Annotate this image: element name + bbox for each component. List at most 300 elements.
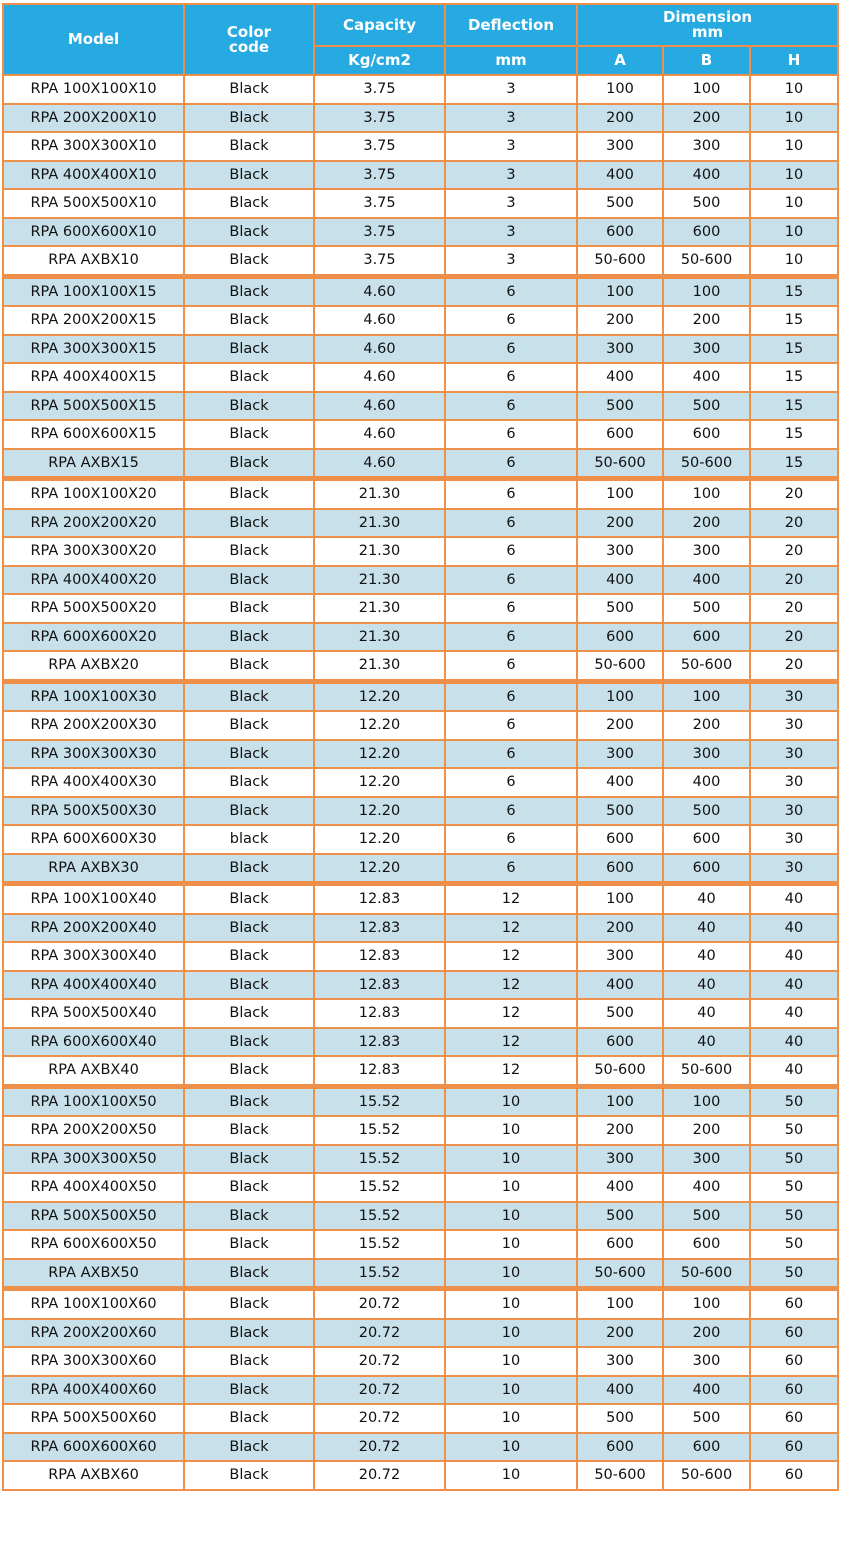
deflection-cell: 10 (445, 1433, 577, 1462)
dim-b-cell: 300 (663, 1347, 750, 1376)
dim-h-cell: 10 (750, 75, 838, 104)
table-row (3, 218, 838, 247)
dim-h-cell: 20 (750, 566, 838, 595)
color-cell: Black (184, 449, 314, 479)
dim-h-cell: 30 (750, 740, 838, 769)
color-cell: Black (184, 246, 314, 276)
color-cell: Black (184, 681, 314, 711)
dim-b-cell: 200 (663, 711, 750, 740)
model-cell: RPA 400X400X10 (3, 161, 184, 190)
deflection-cell: 3 (445, 246, 577, 276)
dim-a-cell: 400 (577, 768, 663, 797)
deflection-cell: 6 (445, 363, 577, 392)
capacity-cell: 21.30 (314, 537, 445, 566)
deflection-cell: 6 (445, 651, 577, 681)
capacity-cell: 20.72 (314, 1433, 445, 1462)
deflection-cell: 10 (445, 1376, 577, 1405)
dim-a-cell: 500 (577, 797, 663, 826)
dim-h-cell: 20 (750, 623, 838, 652)
model-cell: RPA 200X200X10 (3, 104, 184, 133)
capacity-cell: 3.75 (314, 75, 445, 104)
dim-b-cell: 40 (663, 971, 750, 1000)
dim-b-cell: 50-600 (663, 246, 750, 276)
dim-a-cell: 400 (577, 566, 663, 595)
dim-a-cell: 500 (577, 999, 663, 1028)
capacity-cell: 12.83 (314, 999, 445, 1028)
model-cell: RPA 600X600X15 (3, 420, 184, 449)
table-row (3, 594, 838, 623)
color-cell: Black (184, 971, 314, 1000)
row-group (3, 884, 838, 1087)
spec-table (2, 3, 839, 1491)
capacity-cell: 3.75 (314, 104, 445, 133)
color-cell: Black (184, 306, 314, 335)
model-cell: RPA 200X200X15 (3, 306, 184, 335)
model-cell: RPA 600X600X20 (3, 623, 184, 652)
deflection-cell: 12 (445, 1028, 577, 1057)
dim-b-cell: 100 (663, 479, 750, 509)
dim-h-cell: 50 (750, 1259, 838, 1289)
color-cell: Black (184, 1347, 314, 1376)
dim-a-cell: 600 (577, 854, 663, 884)
dim-a-cell: 600 (577, 420, 663, 449)
header-dim-b: B (663, 46, 750, 75)
dim-a-cell: 50-600 (577, 1461, 663, 1490)
header-deflection-unit: mm (445, 46, 577, 75)
capacity-cell: 21.30 (314, 623, 445, 652)
capacity-cell: 20.72 (314, 1376, 445, 1405)
table-row (3, 420, 838, 449)
dim-b-cell: 40 (663, 999, 750, 1028)
dim-a-cell: 50-600 (577, 1259, 663, 1289)
table-row (3, 363, 838, 392)
dim-h-cell: 60 (750, 1404, 838, 1433)
header-dim-a: A (577, 46, 663, 75)
dim-a-cell: 500 (577, 594, 663, 623)
color-cell: Black (184, 942, 314, 971)
dim-h-cell: 50 (750, 1202, 838, 1231)
header-capacity: Capacity (314, 4, 445, 46)
table-row (3, 1461, 838, 1490)
model-cell: RPA 200X200X50 (3, 1116, 184, 1145)
deflection-cell: 6 (445, 537, 577, 566)
dim-h-cell: 50 (750, 1145, 838, 1174)
table-row (3, 132, 838, 161)
header-deflection: Deflection (445, 4, 577, 46)
color-cell: Black (184, 1259, 314, 1289)
dim-a-cell: 200 (577, 1116, 663, 1145)
dim-a-cell: 500 (577, 1202, 663, 1231)
dim-b-cell: 100 (663, 681, 750, 711)
dim-b-cell: 100 (663, 1289, 750, 1319)
dim-h-cell: 60 (750, 1376, 838, 1405)
dim-h-cell: 50 (750, 1230, 838, 1259)
color-cell: Black (184, 104, 314, 133)
deflection-cell: 6 (445, 479, 577, 509)
color-cell: Black (184, 884, 314, 914)
capacity-cell: 12.83 (314, 971, 445, 1000)
dim-b-cell: 100 (663, 1086, 750, 1116)
capacity-cell: 12.20 (314, 681, 445, 711)
color-cell: Black (184, 1202, 314, 1231)
capacity-cell: 3.75 (314, 189, 445, 218)
model-cell: RPA 600X600X10 (3, 218, 184, 247)
row-group (3, 681, 838, 884)
dim-h-cell: 60 (750, 1319, 838, 1348)
dim-b-cell: 100 (663, 276, 750, 306)
model-cell: RPA AXBX15 (3, 449, 184, 479)
capacity-cell: 12.83 (314, 1056, 445, 1086)
capacity-cell: 12.83 (314, 942, 445, 971)
dim-a-cell: 100 (577, 1289, 663, 1319)
dim-b-cell: 50-600 (663, 651, 750, 681)
deflection-cell: 12 (445, 884, 577, 914)
dim-h-cell: 40 (750, 999, 838, 1028)
deflection-cell: 3 (445, 132, 577, 161)
model-cell: RPA 300X300X60 (3, 1347, 184, 1376)
deflection-cell: 12 (445, 914, 577, 943)
deflection-cell: 10 (445, 1116, 577, 1145)
model-cell: RPA 500X500X50 (3, 1202, 184, 1231)
dim-b-cell: 100 (663, 75, 750, 104)
dim-a-cell: 500 (577, 392, 663, 421)
table-row (3, 1145, 838, 1174)
capacity-cell: 12.20 (314, 768, 445, 797)
row-group (3, 479, 838, 682)
color-cell: Black (184, 1319, 314, 1348)
model-cell: RPA 400X400X20 (3, 566, 184, 595)
model-cell: RPA 500X500X40 (3, 999, 184, 1028)
dim-a-cell: 600 (577, 1433, 663, 1462)
dim-b-cell: 300 (663, 1145, 750, 1174)
dim-h-cell: 10 (750, 161, 838, 190)
capacity-cell: 15.52 (314, 1202, 445, 1231)
model-cell: RPA 600X600X40 (3, 1028, 184, 1057)
capacity-cell: 15.52 (314, 1145, 445, 1174)
header-color-code (184, 4, 314, 75)
deflection-cell: 10 (445, 1086, 577, 1116)
table-row (3, 335, 838, 364)
dim-a-cell: 400 (577, 1173, 663, 1202)
table-row (3, 711, 838, 740)
model-cell: RPA AXBX20 (3, 651, 184, 681)
dim-b-cell: 200 (663, 1319, 750, 1348)
dim-h-cell: 40 (750, 914, 838, 943)
model-cell: RPA 200X200X60 (3, 1319, 184, 1348)
deflection-cell: 10 (445, 1173, 577, 1202)
table-row (3, 1116, 838, 1145)
capacity-cell: 4.60 (314, 420, 445, 449)
dim-a-cell: 300 (577, 942, 663, 971)
header-dimension-unit: mm (691, 23, 724, 41)
model-cell: RPA 600X600X30 (3, 825, 184, 854)
capacity-cell: 12.83 (314, 884, 445, 914)
capacity-cell: 20.72 (314, 1319, 445, 1348)
model-cell: RPA 300X300X15 (3, 335, 184, 364)
dim-h-cell: 15 (750, 276, 838, 306)
deflection-cell: 6 (445, 420, 577, 449)
table-row (3, 1404, 838, 1433)
dim-a-cell: 50-600 (577, 1056, 663, 1086)
color-cell: Black (184, 1376, 314, 1405)
dim-a-cell: 400 (577, 363, 663, 392)
color-cell: Black (184, 1056, 314, 1086)
dim-b-cell: 300 (663, 335, 750, 364)
color-cell: Black (184, 1086, 314, 1116)
dim-h-cell: 50 (750, 1173, 838, 1202)
dim-a-cell: 100 (577, 276, 663, 306)
deflection-cell: 10 (445, 1259, 577, 1289)
row-group (3, 276, 838, 479)
model-cell: RPA 300X300X10 (3, 132, 184, 161)
deflection-cell: 10 (445, 1404, 577, 1433)
capacity-cell: 4.60 (314, 335, 445, 364)
header-color-code-label: Color code (226, 22, 272, 56)
dim-b-cell: 300 (663, 740, 750, 769)
deflection-cell: 6 (445, 335, 577, 364)
model-cell: RPA 300X300X20 (3, 537, 184, 566)
deflection-cell: 10 (445, 1202, 577, 1231)
color-cell: Black (184, 594, 314, 623)
dim-b-cell: 400 (663, 566, 750, 595)
dim-b-cell: 50-600 (663, 1259, 750, 1289)
dim-a-cell: 50-600 (577, 651, 663, 681)
capacity-cell: 12.20 (314, 825, 445, 854)
dim-b-cell: 500 (663, 1202, 750, 1231)
dim-a-cell: 300 (577, 335, 663, 364)
table-row (3, 479, 838, 509)
capacity-cell: 12.83 (314, 1028, 445, 1057)
model-cell: RPA 100X100X20 (3, 479, 184, 509)
table-row (3, 189, 838, 218)
header-dimension (577, 4, 838, 46)
dim-b-cell: 300 (663, 537, 750, 566)
capacity-cell: 15.52 (314, 1259, 445, 1289)
dim-b-cell: 600 (663, 1433, 750, 1462)
dim-b-cell: 600 (663, 1230, 750, 1259)
table-row (3, 566, 838, 595)
deflection-cell: 6 (445, 449, 577, 479)
table-row (3, 914, 838, 943)
dim-a-cell: 200 (577, 509, 663, 538)
table-row (3, 1230, 838, 1259)
dim-h-cell: 10 (750, 104, 838, 133)
capacity-cell: 12.20 (314, 854, 445, 884)
dim-b-cell: 400 (663, 363, 750, 392)
color-cell: Black (184, 1433, 314, 1462)
model-cell: RPA 400X400X30 (3, 768, 184, 797)
dim-h-cell: 15 (750, 363, 838, 392)
dim-b-cell: 40 (663, 942, 750, 971)
dim-h-cell: 60 (750, 1289, 838, 1319)
capacity-cell: 15.52 (314, 1086, 445, 1116)
table-row (3, 854, 838, 884)
model-cell: RPA 500X500X10 (3, 189, 184, 218)
dim-b-cell: 40 (663, 1028, 750, 1057)
color-cell: Black (184, 335, 314, 364)
dim-h-cell: 30 (750, 768, 838, 797)
model-cell: RPA 100X100X10 (3, 75, 184, 104)
model-cell: RPA 400X400X50 (3, 1173, 184, 1202)
color-cell: Black (184, 161, 314, 190)
deflection-cell: 6 (445, 854, 577, 884)
dim-a-cell: 300 (577, 1145, 663, 1174)
dim-b-cell: 200 (663, 509, 750, 538)
deflection-cell: 6 (445, 509, 577, 538)
table-row (3, 1433, 838, 1462)
table-row (3, 104, 838, 133)
dim-h-cell: 30 (750, 825, 838, 854)
dim-b-cell: 400 (663, 161, 750, 190)
table-row (3, 999, 838, 1028)
model-cell: RPA AXBX30 (3, 854, 184, 884)
table-row (3, 971, 838, 1000)
dim-b-cell: 50-600 (663, 449, 750, 479)
deflection-cell: 6 (445, 306, 577, 335)
table-row (3, 1289, 838, 1319)
dim-h-cell: 20 (750, 479, 838, 509)
color-cell: black (184, 825, 314, 854)
dim-b-cell: 200 (663, 1116, 750, 1145)
model-cell: RPA 100X100X40 (3, 884, 184, 914)
deflection-cell: 10 (445, 1289, 577, 1319)
model-cell: RPA AXBX50 (3, 1259, 184, 1289)
table-row (3, 161, 838, 190)
table-row (3, 1056, 838, 1086)
dim-a-cell: 400 (577, 1376, 663, 1405)
dim-a-cell: 200 (577, 306, 663, 335)
table-row (3, 1028, 838, 1057)
capacity-cell: 3.75 (314, 161, 445, 190)
capacity-cell: 12.20 (314, 711, 445, 740)
capacity-cell: 4.60 (314, 363, 445, 392)
header-dimension-title: Dimension (662, 8, 753, 26)
capacity-cell: 3.75 (314, 132, 445, 161)
table-row (3, 306, 838, 335)
color-cell: Black (184, 1230, 314, 1259)
dim-b-cell: 600 (663, 854, 750, 884)
dim-h-cell: 50 (750, 1116, 838, 1145)
deflection-cell: 6 (445, 768, 577, 797)
deflection-cell: 10 (445, 1145, 577, 1174)
table-row (3, 1202, 838, 1231)
color-cell: Black (184, 509, 314, 538)
model-cell: RPA AXBX10 (3, 246, 184, 276)
dim-h-cell: 10 (750, 218, 838, 247)
model-cell: RPA AXBX40 (3, 1056, 184, 1086)
deflection-cell: 6 (445, 681, 577, 711)
dim-h-cell: 15 (750, 449, 838, 479)
table-row (3, 884, 838, 914)
capacity-cell: 20.72 (314, 1347, 445, 1376)
table-row (3, 942, 838, 971)
color-cell: Black (184, 218, 314, 247)
dim-h-cell: 20 (750, 509, 838, 538)
capacity-cell: 20.72 (314, 1404, 445, 1433)
deflection-cell: 10 (445, 1461, 577, 1490)
model-cell: RPA 400X400X15 (3, 363, 184, 392)
deflection-cell: 3 (445, 104, 577, 133)
dim-b-cell: 600 (663, 623, 750, 652)
dim-h-cell: 15 (750, 420, 838, 449)
capacity-cell: 3.75 (314, 218, 445, 247)
deflection-cell: 6 (445, 740, 577, 769)
dim-h-cell: 40 (750, 1056, 838, 1086)
table-row (3, 509, 838, 538)
deflection-cell: 10 (445, 1347, 577, 1376)
deflection-cell: 3 (445, 75, 577, 104)
capacity-cell: 21.30 (314, 479, 445, 509)
dim-h-cell: 10 (750, 189, 838, 218)
dim-h-cell: 15 (750, 306, 838, 335)
dim-b-cell: 200 (663, 104, 750, 133)
dim-a-cell: 600 (577, 1028, 663, 1057)
dim-a-cell: 100 (577, 75, 663, 104)
color-cell: Black (184, 797, 314, 826)
capacity-cell: 12.83 (314, 914, 445, 943)
dim-h-cell: 30 (750, 797, 838, 826)
model-cell: RPA 100X100X15 (3, 276, 184, 306)
model-cell: RPA 300X300X40 (3, 942, 184, 971)
dim-h-cell: 15 (750, 392, 838, 421)
dim-h-cell: 20 (750, 537, 838, 566)
color-cell: Black (184, 1404, 314, 1433)
dim-b-cell: 50-600 (663, 1461, 750, 1490)
dim-h-cell: 30 (750, 681, 838, 711)
dim-h-cell: 10 (750, 132, 838, 161)
capacity-cell: 15.52 (314, 1230, 445, 1259)
deflection-cell: 6 (445, 276, 577, 306)
dim-h-cell: 20 (750, 651, 838, 681)
dim-b-cell: 500 (663, 797, 750, 826)
deflection-cell: 12 (445, 999, 577, 1028)
model-cell: RPA 400X400X60 (3, 1376, 184, 1405)
dim-a-cell: 100 (577, 681, 663, 711)
model-cell: RPA 600X600X50 (3, 1230, 184, 1259)
capacity-cell: 21.30 (314, 509, 445, 538)
model-cell: RPA 500X500X60 (3, 1404, 184, 1433)
row-group (3, 75, 838, 276)
color-cell: Black (184, 537, 314, 566)
header-dim-h: H (750, 46, 838, 75)
capacity-cell: 15.52 (314, 1173, 445, 1202)
color-cell: Black (184, 392, 314, 421)
color-cell: Black (184, 1173, 314, 1202)
table-header (3, 4, 838, 75)
color-cell: Black (184, 189, 314, 218)
deflection-cell: 10 (445, 1230, 577, 1259)
table-row (3, 797, 838, 826)
model-cell: RPA 200X200X40 (3, 914, 184, 943)
capacity-cell: 20.72 (314, 1289, 445, 1319)
dim-h-cell: 60 (750, 1433, 838, 1462)
deflection-cell: 10 (445, 1319, 577, 1348)
model-cell: RPA AXBX60 (3, 1461, 184, 1490)
dim-a-cell: 500 (577, 1404, 663, 1433)
color-cell: Black (184, 740, 314, 769)
dim-h-cell: 30 (750, 854, 838, 884)
deflection-cell: 12 (445, 1056, 577, 1086)
dim-a-cell: 100 (577, 1086, 663, 1116)
deflection-cell: 6 (445, 711, 577, 740)
dim-a-cell: 400 (577, 971, 663, 1000)
deflection-cell: 6 (445, 392, 577, 421)
dim-a-cell: 600 (577, 825, 663, 854)
table-row (3, 246, 838, 276)
color-cell: Black (184, 479, 314, 509)
dim-a-cell: 300 (577, 537, 663, 566)
model-cell: RPA 500X500X15 (3, 392, 184, 421)
